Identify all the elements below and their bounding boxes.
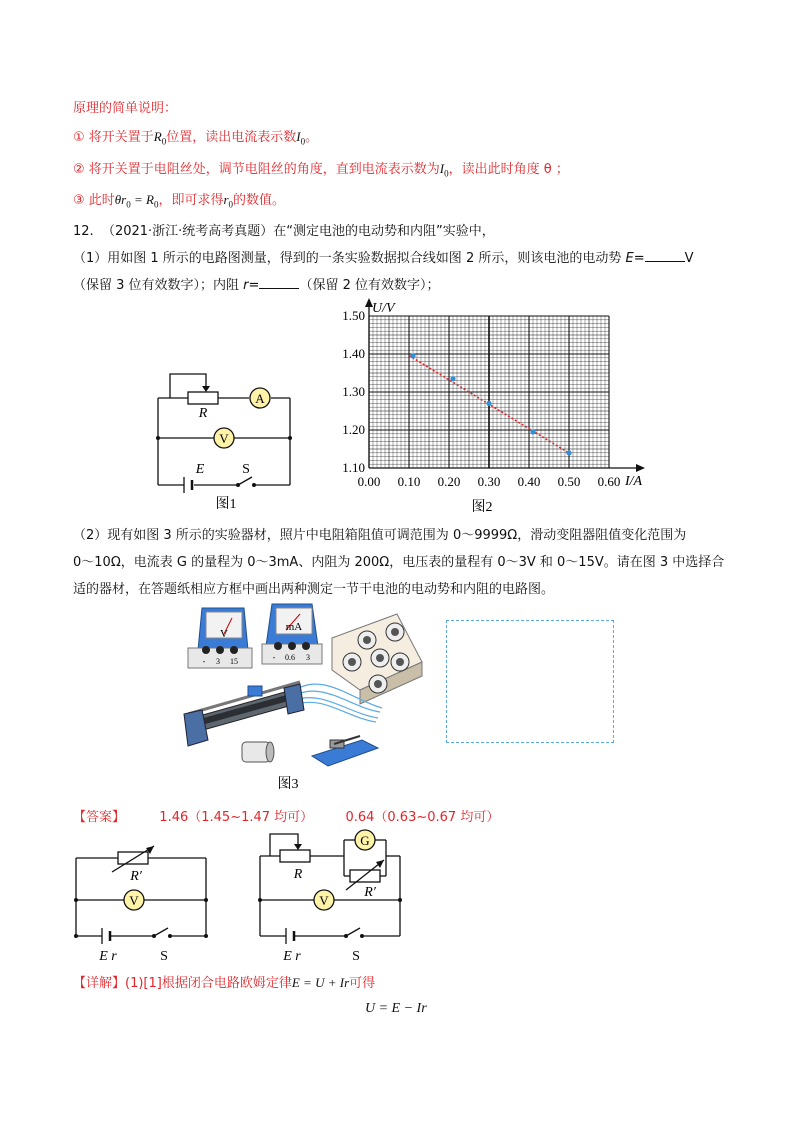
equation-2: U = E − Ir [365, 1001, 427, 1016]
answer-tag: 【答案】 [73, 810, 126, 825]
principle-heading: 原理的简单说明： [73, 101, 178, 116]
equation-1: E = U + Ir [291, 975, 350, 990]
fig1-v-label: V [219, 431, 229, 446]
question-header: 12. （2021·浙江·统考高考真题）在“测定电池的电动势和内阻”实验中， [73, 224, 495, 239]
voltmeter-apparatus-icon [188, 608, 252, 668]
data-point [566, 450, 571, 455]
figure-3-apparatus [182, 600, 430, 792]
y-tick-label: 1.40 [342, 346, 365, 361]
y-tick-label: 1.20 [342, 422, 365, 437]
question-part2-line1: （2）现有如图 3 所示的实验器材，照片中电阻箱阻值可调范围为 0～9999Ω，滑动变阻器阻值变化范围为 [73, 528, 687, 543]
switch-icon [312, 736, 378, 766]
chart-fit-line-group [409, 356, 573, 456]
svg-text:R: R [293, 867, 303, 882]
principle-step-1: ① 将开关置于$R_0$位置，读出电流表示数$I_0$。 [73, 129, 319, 147]
svg-text:R′: R′ [130, 869, 142, 884]
svg-text:-: - [272, 653, 276, 662]
answer-circuit-2 [252, 820, 412, 968]
explanation-tag: 【详解】 [73, 976, 126, 991]
fig1-e-label: E [195, 462, 205, 477]
chart-points [410, 353, 571, 455]
answer-e-value: 1.46（1.45~1.47 均可） [159, 810, 314, 825]
figure-2-chart [325, 296, 655, 518]
svg-text:15: 15 [230, 657, 238, 666]
x-axis-arrow-icon [636, 464, 645, 472]
question-part2-line3: 适的器材，在答题纸相应方框中画出两种测定一节干电池的电动势和内阻的电路图。 [73, 582, 555, 597]
chart-y-axis-label: U/V [372, 301, 395, 316]
x-tick-label: 0.60 [597, 474, 621, 489]
svg-text:R′: R′ [364, 885, 376, 900]
x-tick-label: 0.30 [477, 474, 501, 489]
svg-text:E r: E r [99, 949, 117, 964]
svg-text:V: V [319, 893, 329, 908]
svg-text:E r: E r [283, 949, 301, 964]
svg-text:3: 3 [216, 657, 220, 666]
svg-text:S: S [352, 949, 360, 964]
svg-text:S: S [160, 949, 168, 964]
chart-y-ticks [342, 308, 365, 475]
fig3-caption: 图3 [277, 777, 299, 792]
x-tick-label: 0.10 [397, 474, 421, 489]
question-part1-line2: （保留 3 位有效数字）；内阻 r= （保留 2 位有效数字）； [73, 278, 440, 293]
answer-drawing-box[interactable] [446, 620, 614, 743]
fig1-caption: 图1 [215, 497, 237, 510]
svg-text:mA: mA [285, 621, 303, 633]
milliammeter-apparatus-icon [262, 604, 322, 664]
svg-text:V: V [220, 628, 228, 640]
fig1-a-label: A [255, 391, 265, 406]
answer-blank-e[interactable] [645, 249, 685, 262]
fig2-caption: 图2 [471, 500, 493, 515]
y-tick-label: 1.30 [342, 384, 365, 399]
x-tick-label: 0.50 [557, 474, 581, 489]
sliding-rheostat-icon [184, 682, 304, 746]
figure-1-circuit [148, 360, 308, 510]
y-tick-label: 1.50 [342, 308, 365, 323]
battery-icon [242, 742, 274, 762]
fit-line [409, 356, 573, 456]
x-tick-label: 0.00 [357, 474, 381, 489]
x-tick-label: 0.40 [517, 474, 541, 489]
answer-circuit-1 [68, 828, 218, 968]
svg-text:0.6: 0.6 [285, 653, 295, 662]
question-part2-line2: 0～10Ω，电流表 G 的量程为 0～3mA、内阻为 200Ω，电压表的量程有 0～3V 和 0～15V。请在图 3 中选择合 [73, 555, 725, 570]
principle-step-2: ② 将开关置于电阻丝处，调节电阻丝的角度，直到电流表示数为$I_0$，读出此时角度 θ ； [73, 161, 569, 179]
svg-text:-: - [202, 657, 206, 666]
fig1-s-label: S [242, 462, 250, 477]
answer-blank-r[interactable] [259, 276, 299, 289]
chart-x-axis-label: I/A [625, 474, 643, 489]
resistance-box-icon [332, 614, 422, 704]
y-tick-label: 1.10 [342, 460, 365, 475]
svg-text:G: G [360, 833, 370, 848]
svg-text:V: V [129, 893, 139, 908]
chart-x-ticks [358, 474, 621, 489]
fig1-r-label: R [198, 406, 208, 421]
data-point [410, 353, 415, 358]
x-tick-label: 0.20 [437, 474, 461, 489]
answer-r-value: 0.64（0.63~0.67 均可） [345, 810, 500, 825]
svg-text:3: 3 [306, 653, 310, 662]
principle-step-3: ③ 此时$\theta r_0 = R_0$，即可求得$r_0$的数值。 [73, 192, 286, 210]
question-part1-line1: （1）用如图 1 所示的电路图测量，得到的一条实验数据拟合线如图 2 所示，则该电池的电动势 E= V [73, 251, 694, 266]
data-point [450, 376, 455, 381]
data-point [530, 429, 535, 434]
data-point [486, 401, 491, 406]
explanation-line: 【详解】(1)[1]根据闭合电路欧姆定律E = U + Ir可得 [73, 975, 376, 991]
rheostat-arrow-icon [202, 386, 210, 392]
